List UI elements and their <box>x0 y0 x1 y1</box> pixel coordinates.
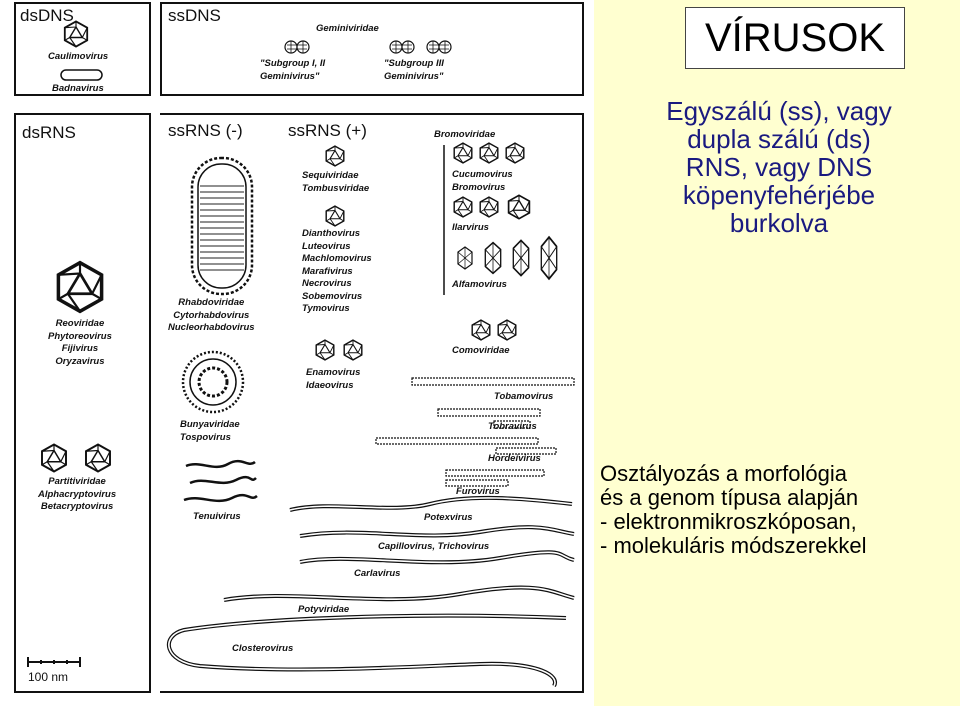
dianthovirus-particle-icon <box>326 206 344 226</box>
comoviridae-particle-icon <box>472 320 490 340</box>
dsrna-header: dsRNS <box>22 123 76 142</box>
alfamovirus-particle-icon <box>513 240 528 275</box>
caulimovirus-particle-icon <box>65 21 87 46</box>
reoviridae-label: Reoviridae Phytoreovirus Fijivirus Oryzavirus <box>48 318 112 367</box>
potyviridae-label: Potyviridae <box>298 604 350 615</box>
classification-text: Osztályozás a morfológia és a genom típusa alapján - elektronmikroszkóposan, - molekuláris módszerekkel <box>600 461 867 558</box>
tobamovirus-particle-icon <box>412 378 574 385</box>
bunyaviridae-particle-icon <box>183 352 243 412</box>
enamovirus-label: Enamovirus Idaeovirus <box>306 367 361 391</box>
partitiviridae-particle-icon <box>42 445 66 472</box>
potyviridae-particle-icon <box>224 587 574 600</box>
hordeivirus-particle-icon <box>376 438 538 444</box>
scale-bar-icon <box>28 657 80 667</box>
tenuivirus-label: Tenuivirus <box>193 511 241 522</box>
ssrna-neg-header: ssRNS (-) <box>168 121 243 140</box>
bunyaviridae-label: Bunyaviridae Tospovirus <box>180 419 240 443</box>
cucumovirus-label: Cucumovirus Bromovirus <box>452 169 513 193</box>
ssrna-pos-header: ssRNS (+) <box>288 121 367 140</box>
tobravirus-label: Tobravirus <box>488 421 537 432</box>
partitiviridae-particle-icon <box>86 445 110 472</box>
badnavirus-particle-icon <box>61 70 102 80</box>
dsdna-header: dsDNS <box>20 6 74 25</box>
hordeivirus-label: Hordeivirus <box>488 453 541 464</box>
bromoviridae-label: Bromoviridae <box>434 129 496 140</box>
tenuivirus-particle-icon <box>184 461 257 501</box>
alfamovirus-particle-icon <box>485 243 500 274</box>
furovirus-label: Furovirus <box>456 486 500 497</box>
ilarvirus-particle-icon <box>454 197 472 217</box>
geminivirus-pair-icon <box>285 41 309 53</box>
enamovirus-particle-icon <box>344 340 362 360</box>
reoviridae-particle-icon <box>58 263 101 312</box>
title-box <box>685 7 905 69</box>
capillovirus-label: Capillovirus, Trichovirus <box>378 541 490 552</box>
comoviridae-particle-icon <box>498 320 516 340</box>
alfamovirus-label: Alfamovirus <box>452 279 507 290</box>
sequiviridae-particle-icon <box>326 146 344 166</box>
alfamovirus-particle-icon <box>541 237 556 279</box>
scale-bar-label: 100 nm <box>28 670 69 684</box>
comoviridae-label: Comoviridae <box>452 345 510 356</box>
enamovirus-particle-icon <box>316 340 334 360</box>
caulimovirus-label: Caulimovirus <box>48 51 109 62</box>
alfamovirus-particle-icon <box>458 247 472 269</box>
closterovirus-particle-icon <box>169 616 566 686</box>
slide-subtitle: Egyszálú (ss), vagy dupla szálú (ds) RNS, vagy DNS köpenyfehérjébe burkolva <box>666 96 892 238</box>
potexvirus-label: Potexvirus <box>424 512 473 523</box>
rhabdoviridae-particle-icon <box>192 158 252 294</box>
closterovirus-label: Closterovirus <box>232 643 294 654</box>
ssdna-header: ssDNS <box>168 6 221 25</box>
bromoviridae-particle-icon <box>454 143 472 163</box>
ilarvirus-particle-icon <box>509 195 530 218</box>
tobravirus-particle-icon <box>438 409 540 416</box>
furovirus-particle-icon <box>446 470 544 476</box>
sequiviridae-label: Sequiviridae Tombusviridae <box>302 170 370 194</box>
slide-title: VÍRUSOK <box>704 15 886 60</box>
rhabdoviridae-label: Rhabdoviridae Cytorhabdovirus Nucleorhabdovirus <box>168 297 255 333</box>
bromoviridae-particle-icon <box>480 143 498 163</box>
tobamovirus-label: Tobamovirus <box>494 391 554 402</box>
geminivirus-pair-icon <box>390 41 414 53</box>
subgroup-iii-label: "Subgroup III Geminivirus" <box>384 58 444 82</box>
carlavirus-label: Carlavirus <box>354 568 401 579</box>
badnavirus-label: Badnavirus <box>52 83 104 94</box>
partitiviridae-label: Partitiviridae Alphacryptovirus Betacryptovirus <box>38 476 117 512</box>
geminivirus-pair-icon <box>427 41 451 53</box>
ilarvirus-label: Ilarvirus <box>452 222 489 233</box>
subgroup-i-ii-label: "Subgroup I, II Geminivirus" <box>260 58 326 82</box>
dianthovirus-group-label: Dianthovirus Luteovirus Machlomovirus Marafivirus Necrovirus Sobemovirus Tymovirus <box>302 228 372 314</box>
ilarvirus-particle-icon <box>480 197 498 217</box>
bromoviridae-particle-icon <box>506 143 524 163</box>
geminiviridae-label: Geminiviridae <box>316 23 379 34</box>
